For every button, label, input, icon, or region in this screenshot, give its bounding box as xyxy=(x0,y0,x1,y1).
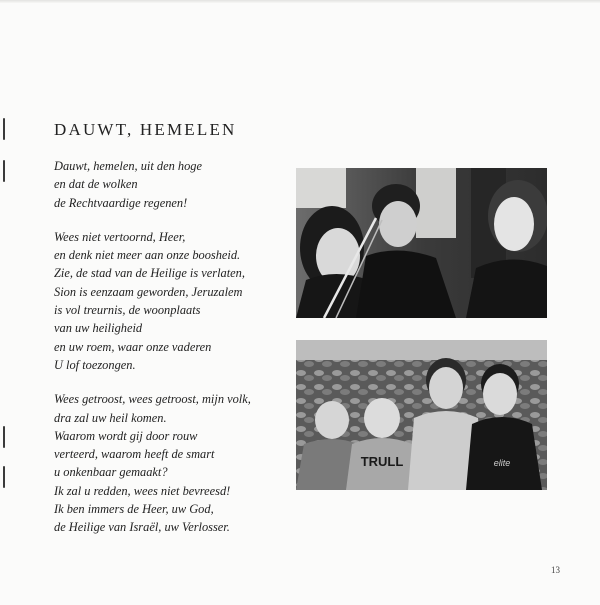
photo-group-of-three xyxy=(296,168,547,318)
binding-mark xyxy=(3,426,5,448)
poem-line: Ik zal u redden, wees niet bevreesd! xyxy=(54,483,231,498)
poem-line: verteerd, waarom heeft de smart xyxy=(54,447,215,462)
poem-stanza-2 xyxy=(54,228,284,374)
poem-line: en dat de wolken xyxy=(54,177,138,192)
poem-line: Ik ben immers de Heer, uw God, xyxy=(54,502,214,517)
poem-line: is vol treurnis, de woonplaats xyxy=(54,303,201,318)
poem-line: Wees niet vertoornd, Heer, xyxy=(54,229,186,244)
poem-line: en uw roem, waar onze vaderen xyxy=(54,339,212,354)
binding-mark xyxy=(3,118,5,140)
binding-mark xyxy=(3,160,5,182)
poem-line: u onkenbaar gemaakt? xyxy=(54,465,168,480)
page-top-edge xyxy=(0,0,600,3)
poem-stanza-3 xyxy=(54,390,284,536)
poem-line: Wees getroost, wees getroost, mijn volk, xyxy=(54,392,251,407)
poem-line: dra zal uw heil komen. xyxy=(54,410,167,425)
poem-line: en denk niet meer aan onze boosheid. xyxy=(54,248,241,263)
page-number: 13 xyxy=(551,565,560,575)
poem-line: van uw heiligheid xyxy=(54,321,143,336)
photo-group-of-boys-image xyxy=(296,340,547,490)
page-title: DAUWT, HEMELEN xyxy=(54,120,237,139)
poem-line: Zie, de stad van de Heilige is verlaten, xyxy=(54,266,245,281)
poem-line: de Heilige van Israël, uw Verlosser. xyxy=(54,520,230,535)
poem-line: Sion is eenzaam geworden, Jeruzalem xyxy=(54,284,243,299)
poem-line: de Rechtvaardige regenen! xyxy=(54,195,188,210)
photo-group-of-three-image xyxy=(296,168,547,318)
binding-mark xyxy=(3,466,5,488)
poem-line: U lof toezongen. xyxy=(54,357,136,372)
poem-stanza-1 xyxy=(54,157,284,212)
svg-text:elite: elite xyxy=(493,458,511,468)
poem-line: Dauwt, hemelen, uit den hoge xyxy=(54,159,202,173)
poem-line: Waarom wordt gij door rouw xyxy=(54,428,198,443)
poem-text xyxy=(54,157,284,553)
photo-group-of-boys xyxy=(296,340,547,490)
shirt-print: TRULL xyxy=(360,454,404,469)
